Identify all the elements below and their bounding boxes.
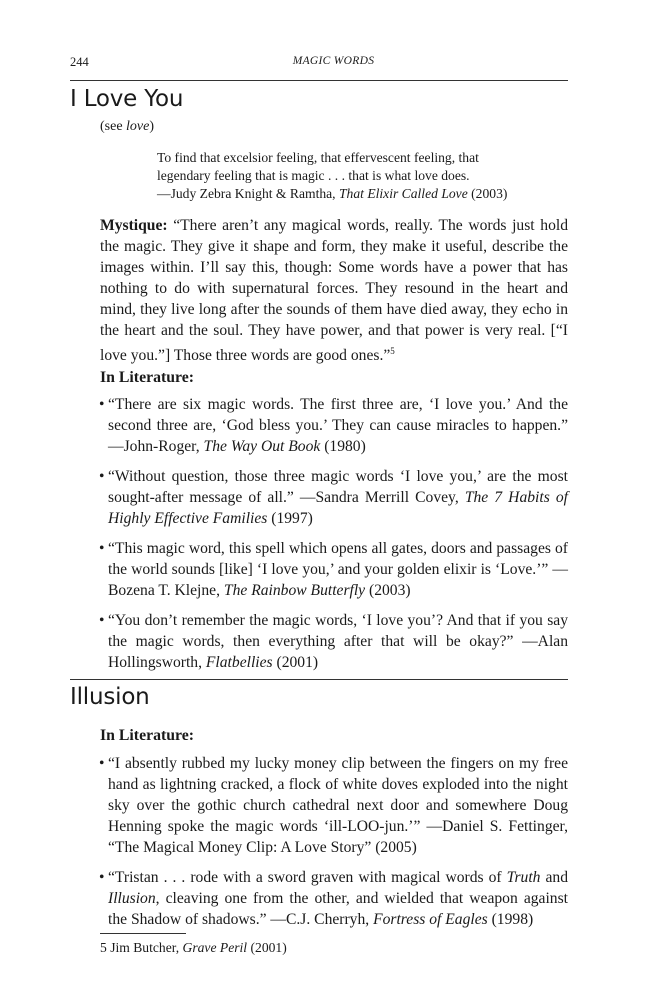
footnote: 5 Jim Butcher, Grave Peril (2001) <box>100 940 287 955</box>
literature-heading: In Literature: <box>100 727 195 744</box>
mystique-paragraph <box>100 215 568 366</box>
quote-list <box>100 394 568 673</box>
section-title-i-love-you: I Love You <box>70 86 184 112</box>
list-item: • “Without question, those three magic words ‘I love you,’ are the most sought-after message of all.” —Sandra Merrill Covey, The 7 Habits of Highly Effective Families (1997) <box>99 468 568 527</box>
epigraph <box>157 149 537 203</box>
list-item: • “You don’t remember the magic words, ‘I love you’? And that if you say the magic words, then everything after that will be okay?” —Alan Hollingsworth, Flatbellies (2001) <box>99 612 568 671</box>
page-number: 244 <box>70 55 89 69</box>
mystique-text: “There aren’t any magical words, really. The words just hold the magic. They give it shape and form, they make it useful, describe the images within. I’ll say this, though: Some words have a power that has nothing to do with supernatural forces. They resound in the heart and mind, they live long after the sounds of them have died away, they echo in the heart and the soul. They have power, and that power is very real. [“I love you.”] Those three words are good ones.” <box>100 217 568 365</box>
epigraph-line: To find that excelsior feeling, that effervescent feeling, that <box>157 150 479 165</box>
mystique-label: Mystique: <box>100 217 168 234</box>
literature-heading: In Literature: <box>100 369 195 386</box>
see-suffix: ) <box>149 119 155 134</box>
see-prefix: (see <box>100 119 127 134</box>
quote-list <box>100 753 568 930</box>
epigraph-attribution: —Judy Zebra Knight & Ramtha, That Elixir Called Love (2003) <box>157 186 508 201</box>
list-item: • “There are six magic words. The first three are, ‘I love you.’ And the second three are, ‘God bless you.’ They can cause miracles to happen.” —John-Roger, The Way Out Book (1980) <box>99 396 568 455</box>
epigraph-line: legendary feeling that is magic . . . that is what love does. <box>157 168 470 183</box>
see-reference <box>100 119 154 135</box>
list-item: • “This magic word, this spell which opens all gates, doors and passages of the world sounds [like] ‘I love you,’ and your golden elixir is ‘Love.’” — Bozena T. Klejne, The Rainbow Butterfly (2003) <box>99 540 568 599</box>
footnote-number: 5 <box>100 940 107 955</box>
header-rule <box>70 80 568 81</box>
section-title-illusion: Illusion <box>70 684 150 710</box>
footnote-ref: 5 <box>390 346 395 356</box>
section-rule <box>70 679 568 680</box>
footnote-rule <box>100 933 186 934</box>
list-item: • “I absently rubbed my lucky money clip between the fingers on my free hand as lightning cracked, a flock of white doves exploded into the night sky over the gothic church cathedral next door and somewhere Doug Henning spoke the magic words ‘ill-LOO-jun.’” —Daniel S. Fettinger, “The Magical Money Clip: A Love Story” (2005) <box>99 755 568 856</box>
list-item: • “Tristan . . . rode with a sword graven with magical words of Truth and Illusion, cleaving one from the other, and wielded that weapon against the Shadow of shadows.” —C.J. Cherryh, Fortress of Eagles (1998) <box>99 869 568 928</box>
see-term-link: love <box>126 119 150 134</box>
running-title: MAGIC WORDS <box>292 55 375 67</box>
